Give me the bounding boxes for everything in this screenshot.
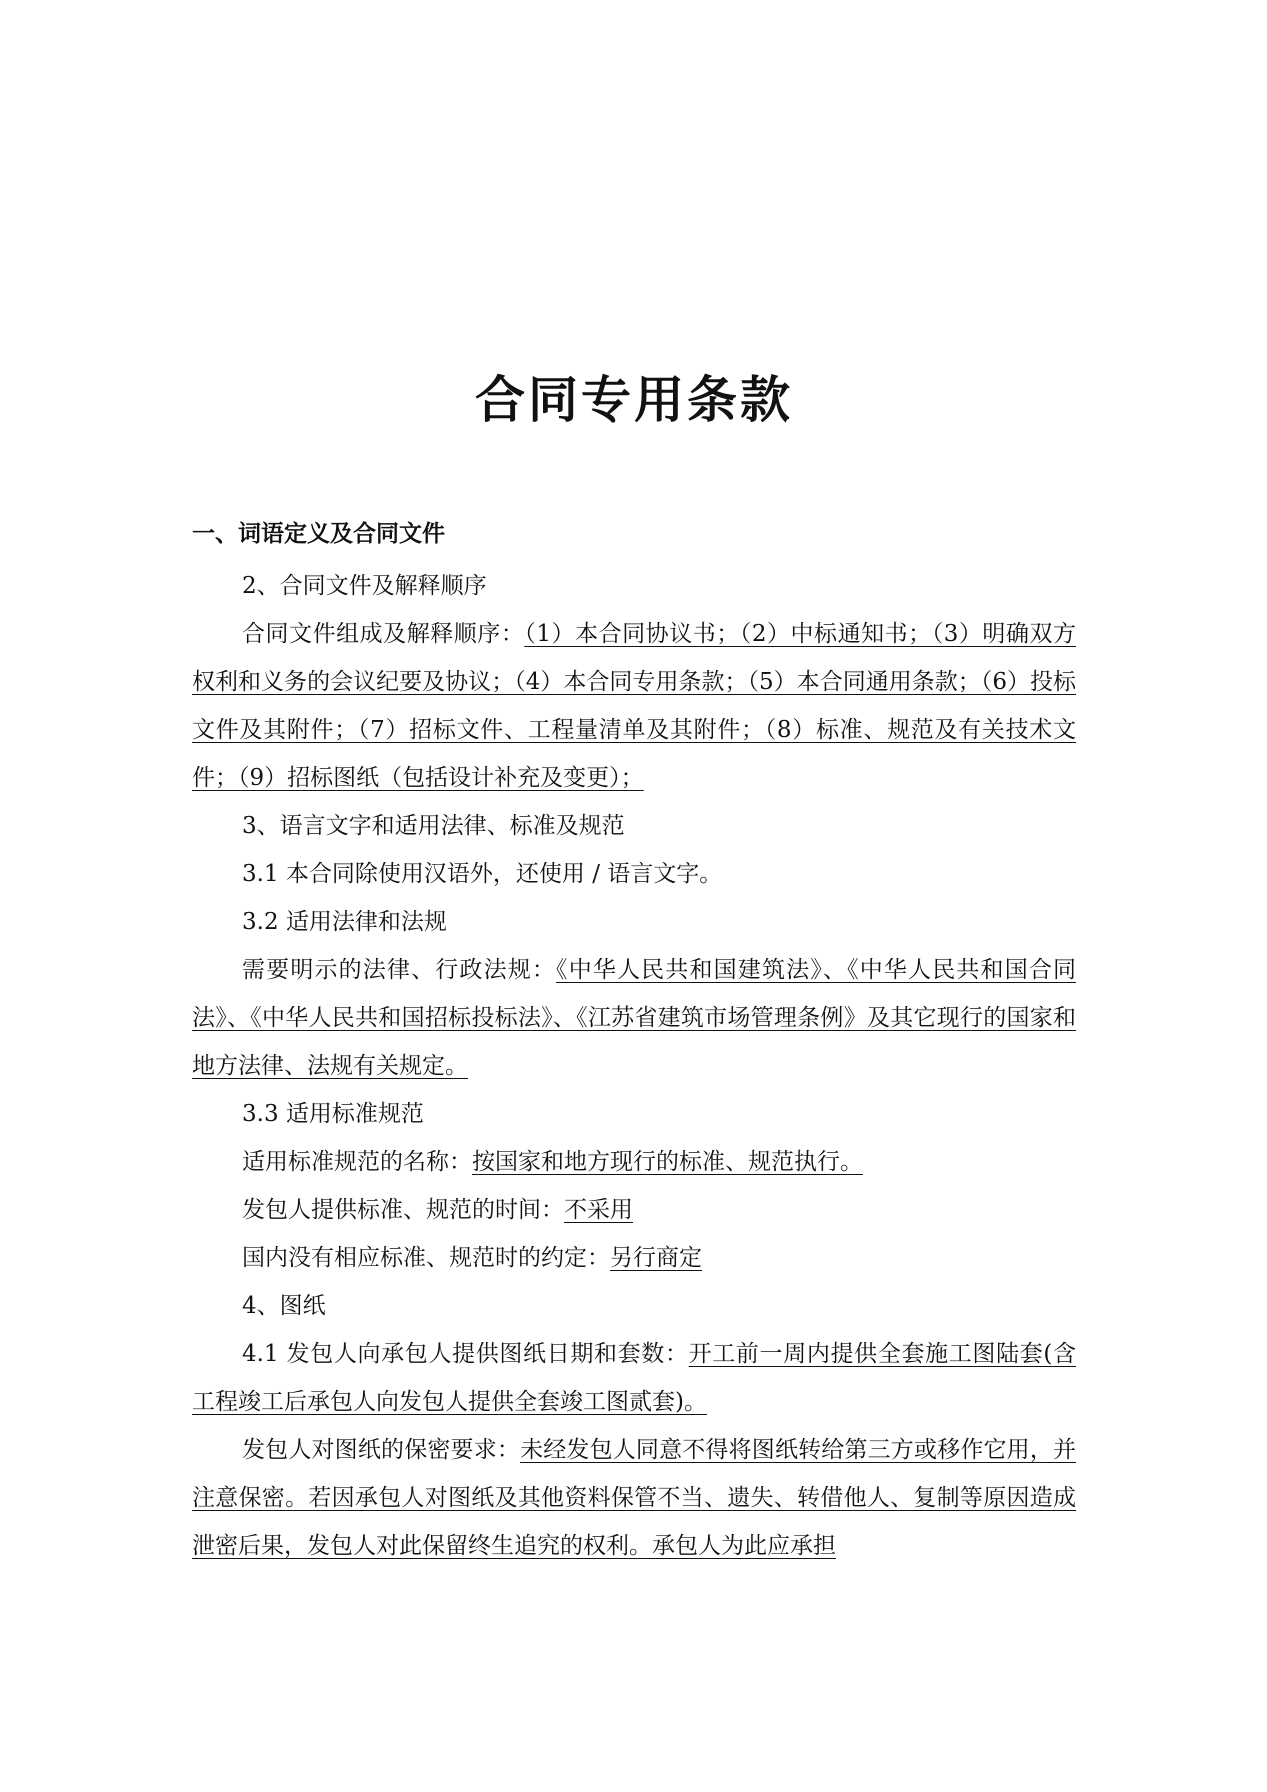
clause-heading-3: 3、语言文字和适用法律、标准及规范 (242, 813, 625, 839)
document-body (192, 510, 1076, 1570)
clause-3-3-none (192, 1234, 1076, 1282)
clause-3-3-time (192, 1186, 1076, 1234)
clause-3-3-heading: 3.3 适用标准规范 (242, 1101, 424, 1127)
clause-3-3-name-label: 适用标准规范的名称： (242, 1149, 472, 1175)
clause-3-3-none-value: 另行商定 (610, 1245, 702, 1271)
clause-2-label: 合同文件组成及解释顺序： (242, 621, 525, 647)
clause-3-3-time-value: 不采用 (564, 1197, 633, 1223)
document-title: 合同专用条款 (475, 371, 793, 429)
clause-3-2-value: 《中华人民共和国建筑法》、《中华人民共和国合同法》、《中华人民共和国招标投标法》、《江苏省建筑市场管理条例》及其它现行的国家和地方法律、法规有关规定。 (192, 957, 1077, 1079)
clause-4-secrecy-label: 发包人对图纸的保密要求： (242, 1437, 521, 1463)
clause-2-text (192, 610, 1076, 802)
clause-4-secrecy-value: 未经发包人同意不得将图纸转给第三方或移作它用，并注意保密。若因承包人对图纸及其他资料保管不当、遗失、转借他人、复制等原因造成泄密后果，发包人对此保留终生追究的权利。承包人为此应承担 (192, 1437, 1077, 1559)
clause-4-1-value: 开工前一周内提供全套施工图陆套(含工程竣工后承包人向发包人提供全套竣工图贰套)。 (192, 1341, 1076, 1415)
clause-heading-4: 4、图纸 (242, 1293, 326, 1319)
clause-4-1 (192, 1330, 1076, 1426)
clause-3-1: 3.1 本合同除使用汉语外，还使用 / 语言文字。 (242, 861, 723, 887)
clause-2-value: （1）本合同协议书；（2）中标通知书；（3）明确双方权利和义务的会议纪要及协议；（4）本合同专用条款；（5）本合同通用条款；（6）投标文件及其附件；（7）招标文件、工程量清单及其附件；（8）标准、规范及有关技术文件；（9）招标图纸（包括设计补充及变更）； (192, 621, 1076, 791)
clause-4-1-label: 4.1 发包人向承包人提供图纸日期和套数： (242, 1341, 689, 1367)
clause-3-2-text (192, 946, 1076, 1090)
clause-3-3-name-value: 按国家和地方现行的标准、规范执行。 (472, 1149, 863, 1175)
document-page (192, 0, 1076, 1792)
clause-heading-2: 2、合同文件及解释顺序 (242, 573, 487, 599)
section-heading: 一、词语定义及合同文件 (192, 521, 445, 547)
clause-3-3-name (192, 1138, 1076, 1186)
clause-4-secrecy (192, 1426, 1076, 1570)
clause-3-2-heading: 3.2 适用法律和法规 (242, 909, 447, 935)
clause-3-3-time-label: 发包人提供标准、规范的时间： (242, 1197, 564, 1223)
clause-3-2-label: 需要明示的法律、行政法规： (242, 957, 557, 983)
clause-3-3-none-label: 国内没有相应标准、规范时的约定： (242, 1245, 610, 1271)
